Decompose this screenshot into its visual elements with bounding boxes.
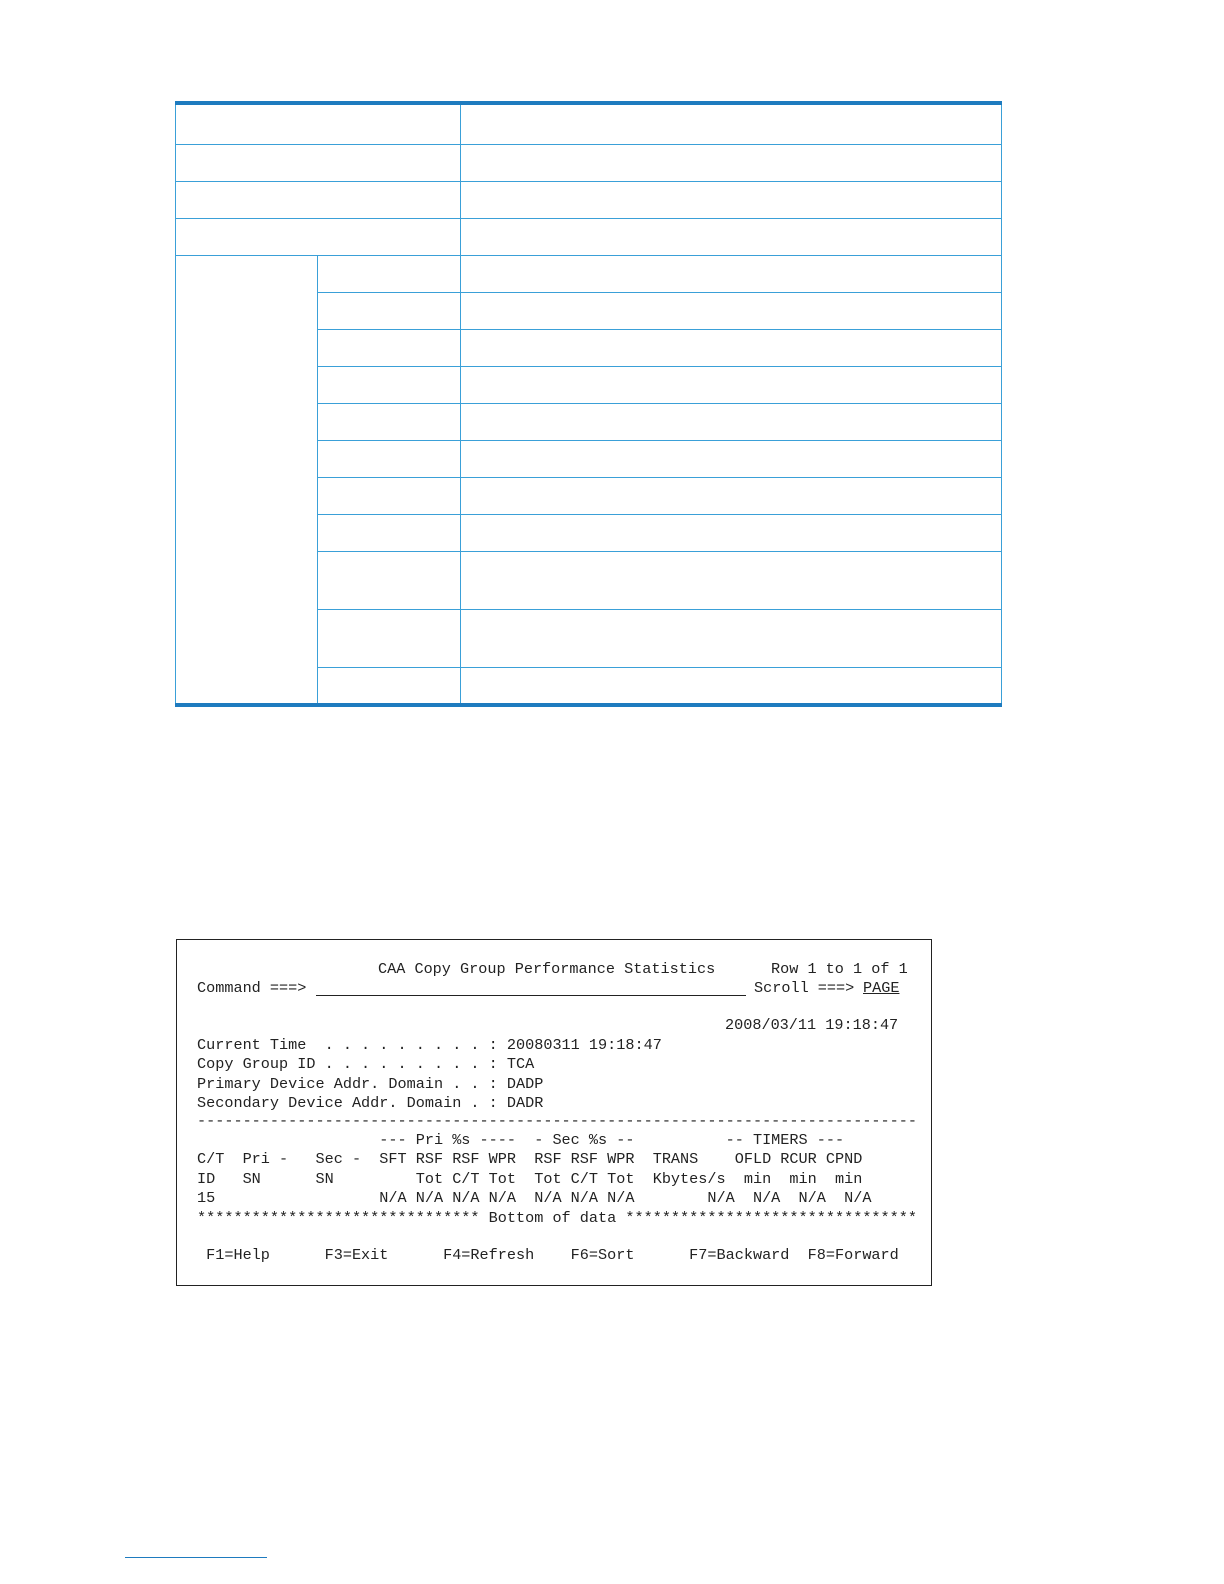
screen-title: CAA Copy Group Performance Statistics [378, 960, 716, 978]
bottom-of-data: ******************************* Bottom of data ******************************** [197, 1209, 918, 1227]
table-row-divider [317, 477, 1002, 478]
table-column-divider [1001, 105, 1002, 703]
date-line: 2008/03/11 19:18:47 [725, 1016, 899, 1034]
table-row-divider [317, 292, 1002, 293]
table-row-divider [317, 366, 1002, 367]
command-input[interactable] [316, 995, 746, 996]
function-keys[interactable]: F1=Help F3=Exit F4=Refresh F6=Sort F7=Backward F8=Forward [197, 1246, 899, 1264]
table-row-divider [175, 144, 1002, 145]
table-row-divider [317, 440, 1002, 441]
table-row-divider [317, 403, 1002, 404]
table-row-divider [317, 667, 1002, 668]
table-row-divider [175, 218, 1002, 219]
table-column-divider [460, 105, 461, 703]
command-label: Command ===> [197, 979, 307, 997]
header-row: ID SN SN Tot C/T Tot Tot C/T Tot Kbytes/s min min min [197, 1170, 863, 1188]
header-row: --- Pri %s ---- - Sec %s -- -- TIMERS --- [197, 1131, 845, 1149]
table-row-divider [317, 609, 1002, 610]
row-info: Row 1 to 1 of 1 [771, 960, 908, 978]
header-row: C/T Pri - Sec - SFT RSF RSF WPR RSF RSF WPR TRANS OFLD RCUR CPND [197, 1150, 863, 1168]
field-primary-domain: Primary Device Addr. Domain . . : DADP [197, 1075, 544, 1093]
terminal-screen [176, 939, 932, 1286]
data-row[interactable]: 15 N/A N/A N/A N/A N/A N/A N/A N/A N/A N/A N/A [197, 1189, 872, 1207]
table-row-divider [317, 329, 1002, 330]
scroll-value[interactable]: PAGE [863, 979, 900, 997]
field-current-time: Current Time . . . . . . . . . : 20080311 19:18:47 [197, 1036, 662, 1054]
field-copy-group-id: Copy Group ID . . . . . . . . . : TCA [197, 1055, 535, 1073]
table-row-divider [175, 255, 1002, 256]
empty-table [175, 101, 1002, 707]
table-column-divider [317, 255, 318, 703]
table-row-divider [175, 181, 1002, 182]
table-column-divider [175, 105, 176, 703]
field-secondary-domain: Secondary Device Addr. Domain . : DADR [197, 1094, 544, 1112]
separator-line: ------------------------------------------------------------------------------- [197, 1112, 918, 1130]
scroll-label: Scroll ===> [754, 979, 855, 997]
footer-rule [125, 1557, 267, 1558]
table-row-divider [317, 551, 1002, 552]
table-row-divider [317, 514, 1002, 515]
